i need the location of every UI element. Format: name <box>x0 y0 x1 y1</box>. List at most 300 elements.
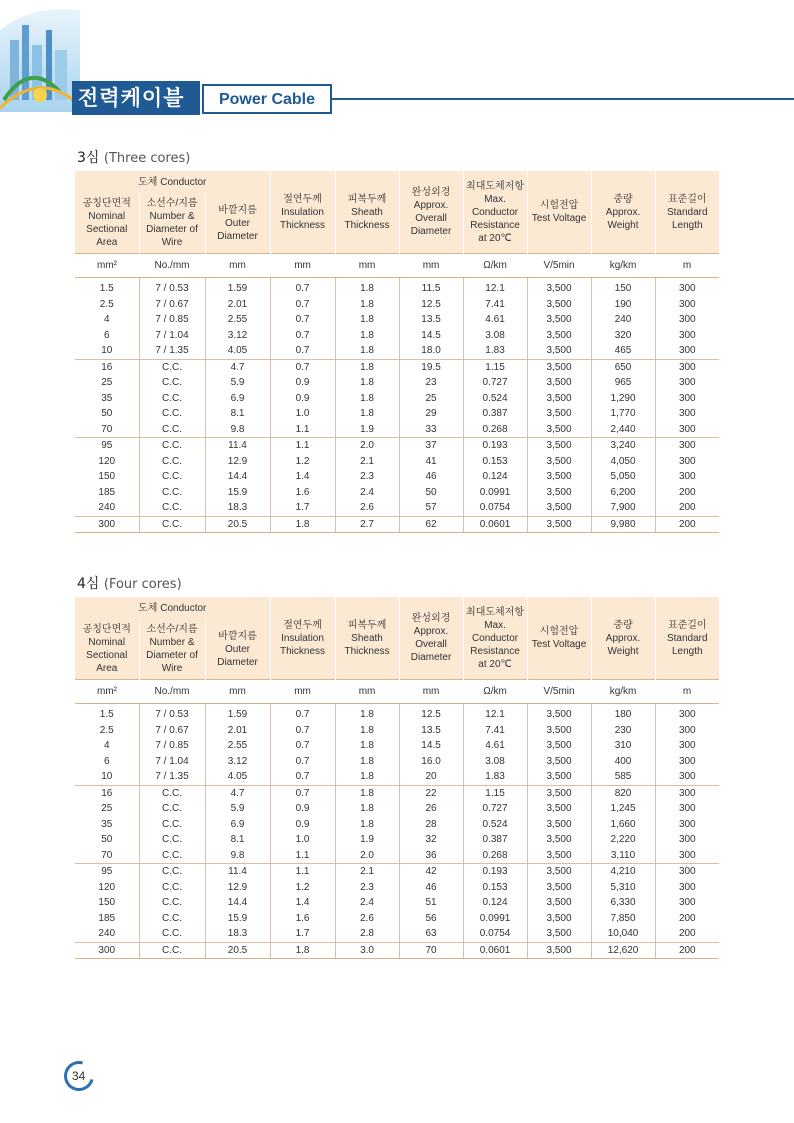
header-length: 표준길이 Standard Length <box>655 171 719 254</box>
header-sheath: 피복두께 Sheath Thickness <box>335 597 399 680</box>
table-cell: 10 <box>101 771 113 783</box>
table-cell: 16 <box>75 359 139 375</box>
header-rule <box>332 98 794 100</box>
table-cell: 6.9 <box>205 817 270 833</box>
page-title-english: Power Cable <box>202 84 332 114</box>
table-cell: 3,110 <box>591 848 655 864</box>
table-cell: 300 <box>75 942 139 959</box>
table-cell: 12.1 <box>463 704 527 723</box>
table-cell: 1.8 <box>335 769 399 785</box>
table-cell: 1.5 <box>99 283 114 295</box>
table-cell: 13.5 <box>399 723 463 739</box>
unit-cell: Ω/km <box>463 254 527 278</box>
table-cell: 0.7 <box>270 312 335 328</box>
table-row <box>75 406 719 422</box>
table-cell: C.C. <box>139 485 205 501</box>
table-cell: 3,500 <box>527 704 591 723</box>
table-cell: 3,500 <box>527 848 591 864</box>
table-cell: 3,500 <box>527 801 591 817</box>
table-cell: 1.8 <box>335 406 399 422</box>
table-cell: 1.83 <box>463 769 527 785</box>
table-cell: 4 <box>103 740 110 752</box>
table-cell: 7 / 1.04 <box>139 328 205 344</box>
table-cell: 50 <box>101 834 113 846</box>
table-cell: 4,050 <box>591 454 655 470</box>
unit-cell: Ω/km <box>463 680 527 704</box>
table-cell: 0.153 <box>463 880 527 896</box>
table-row <box>75 738 719 754</box>
unit-cell: m <box>655 680 719 704</box>
table-row <box>75 312 719 328</box>
table-cell: 7 / 0.53 <box>139 704 205 723</box>
table-cell: 1.8 <box>335 278 399 297</box>
table-cell: 120 <box>98 881 116 893</box>
table-cell: 0.7 <box>270 723 335 739</box>
section-title-four-cores <box>77 573 182 593</box>
table-cell: 300 <box>655 817 719 833</box>
table-cell: 0.0754 <box>463 926 527 942</box>
table-cell: 46 <box>399 880 463 896</box>
table-cell: 120 <box>98 455 116 467</box>
table-cell: 9,980 <box>591 516 655 533</box>
table-cell: 3,500 <box>527 911 591 927</box>
table-cell: 0.7 <box>270 343 335 359</box>
table-cell: 1.6 <box>270 911 335 927</box>
table-row <box>75 500 719 516</box>
table-cell: 36 <box>399 848 463 864</box>
table-cell: 0.9 <box>270 817 335 833</box>
table-cell: 0.0991 <box>463 911 527 927</box>
table-cell: 3,500 <box>527 754 591 770</box>
table-cell: 0.7 <box>270 769 335 785</box>
table-cell: 240 <box>98 928 116 940</box>
table-row <box>75 942 719 959</box>
table-cell: 7 / 0.85 <box>139 738 205 754</box>
header-resistance: 최대도체저항 Max. Conductor Resistance at 20℃ <box>463 171 527 254</box>
table-cell: 1.8 <box>270 516 335 533</box>
table-row <box>75 817 719 833</box>
table-cell: 1.8 <box>335 375 399 391</box>
table-cell: 1.0 <box>270 406 335 422</box>
table-cell: 20.5 <box>205 516 270 533</box>
table-cell: 6,330 <box>591 895 655 911</box>
unit-cell: kg/km <box>591 254 655 278</box>
table-cell: 1.15 <box>463 359 527 375</box>
table-row <box>75 926 719 942</box>
table-cell: 4.05 <box>205 769 270 785</box>
table-cell: 310 <box>591 738 655 754</box>
unit-cell: V/5min <box>527 254 591 278</box>
table-cell: 37 <box>399 438 463 454</box>
table-cell: 3,500 <box>527 359 591 375</box>
table-cell: C.C. <box>139 895 205 911</box>
table-cell: 0.7 <box>270 754 335 770</box>
table-cell: C.C. <box>139 880 205 896</box>
section-title-ko: 4심 <box>77 576 100 592</box>
table-cell: 26 <box>399 801 463 817</box>
table-cell: 1.8 <box>335 328 399 344</box>
table-cell: 1.8 <box>335 785 399 801</box>
table-cell: 14.4 <box>205 895 270 911</box>
table-cell: 20 <box>399 769 463 785</box>
table-cell: 7 / 0.53 <box>139 278 205 297</box>
table-cell: 1.59 <box>205 278 270 297</box>
table-cell: 42 <box>399 864 463 880</box>
table-cell: 19.5 <box>399 359 463 375</box>
table-cell: 320 <box>591 328 655 344</box>
table-cell: 3,500 <box>527 406 591 422</box>
table-cell: 11.5 <box>399 278 463 297</box>
table-cell: 46 <box>399 469 463 485</box>
table-cell: 4.7 <box>205 359 270 375</box>
header-city-illustration <box>0 0 80 112</box>
table-cell: 5,050 <box>591 469 655 485</box>
table-cell: 12.9 <box>205 880 270 896</box>
table-cell: 300 <box>655 297 719 313</box>
table-cell: 2.4 <box>335 895 399 911</box>
table-cell: 5.9 <box>205 801 270 817</box>
table-row <box>75 359 719 375</box>
table-cell: 1.83 <box>463 343 527 359</box>
table-cell: C.C. <box>139 832 205 848</box>
table-cell: 650 <box>591 359 655 375</box>
table-cell: 35 <box>101 392 113 404</box>
table-cell: 1.8 <box>335 297 399 313</box>
table-cell: 300 <box>75 516 139 533</box>
table-cell: 29 <box>399 406 463 422</box>
table-cell: 0.727 <box>463 801 527 817</box>
table-cell: 3,500 <box>527 343 591 359</box>
table-cell: 95 <box>75 864 139 880</box>
table-cell: 3,500 <box>527 391 591 407</box>
table-cell: 1,290 <box>591 391 655 407</box>
unit-cell: V/5min <box>527 680 591 704</box>
table-cell: 6 <box>103 755 110 767</box>
page-title-korean: 전력케이블 <box>72 81 200 115</box>
table-cell: 13.5 <box>399 312 463 328</box>
table-cell: 3,500 <box>527 769 591 785</box>
table-cell: 20.5 <box>205 942 270 959</box>
table-cell: 1,245 <box>591 801 655 817</box>
table-cell: 16 <box>75 785 139 801</box>
table-cell: 25 <box>399 391 463 407</box>
table-cell: 35 <box>101 818 113 830</box>
table-cell: 0.124 <box>463 895 527 911</box>
table-cell: 1.1 <box>270 864 335 880</box>
table-cell: 1.15 <box>463 785 527 801</box>
table-row <box>75 723 719 739</box>
table-cell: 820 <box>591 785 655 801</box>
table-cell: 2.5 <box>99 724 114 736</box>
table-cell: 0.7 <box>270 704 335 723</box>
table-cell: 3,500 <box>527 817 591 833</box>
unit-cell: mm² <box>75 680 139 704</box>
table-cell: 3,500 <box>527 328 591 344</box>
table-cell: 1,770 <box>591 406 655 422</box>
table-cell: 1.8 <box>335 704 399 723</box>
table-cell: 300 <box>655 422 719 438</box>
table-cell: C.C. <box>139 391 205 407</box>
table-cell: 2.1 <box>335 454 399 470</box>
table-row <box>75 469 719 485</box>
table-cell: 0.387 <box>463 406 527 422</box>
table-cell: 5.9 <box>205 375 270 391</box>
table-cell: 3,500 <box>527 500 591 516</box>
table-row <box>75 848 719 864</box>
table-cell: 23 <box>399 375 463 391</box>
table-cell: 4.05 <box>205 343 270 359</box>
unit-cell: No./mm <box>139 254 205 278</box>
table-cell: 3,500 <box>527 454 591 470</box>
table-cell: 18.3 <box>205 500 270 516</box>
table-row <box>75 864 719 880</box>
table-cell: 0.153 <box>463 454 527 470</box>
table-cell: 300 <box>655 895 719 911</box>
table-cell: 3,500 <box>527 864 591 880</box>
table-cell: 0.0601 <box>463 516 527 533</box>
table-cell: 0.268 <box>463 422 527 438</box>
table-cell: 300 <box>655 312 719 328</box>
header-sectional-area: 공칭단면적 Nominal Sectional Area <box>75 193 139 254</box>
table-cell: 2.55 <box>205 738 270 754</box>
table-cell: 190 <box>591 297 655 313</box>
table-cell: 3,500 <box>527 895 591 911</box>
table-cell: 0.268 <box>463 848 527 864</box>
three-cores-spec-table <box>75 171 719 533</box>
table-cell: 240 <box>591 312 655 328</box>
table-cell: 585 <box>591 769 655 785</box>
table-cell: 1.1 <box>270 438 335 454</box>
table-cell: 7 / 0.85 <box>139 312 205 328</box>
table-cell: 300 <box>655 438 719 454</box>
section-title-three-cores <box>77 147 190 167</box>
table-cell: 7 / 1.04 <box>139 754 205 770</box>
table-cell: 3,240 <box>591 438 655 454</box>
table-cell: 4 <box>103 314 110 326</box>
section-title-ko: 3심 <box>77 150 100 166</box>
table-cell: 2.01 <box>205 723 270 739</box>
table-cell: 300 <box>655 785 719 801</box>
table-cell: 7,900 <box>591 500 655 516</box>
table-cell: 0.7 <box>270 359 335 375</box>
table-cell: 14.4 <box>205 469 270 485</box>
table-cell: 300 <box>655 469 719 485</box>
table-cell: 70 <box>399 942 463 959</box>
table-cell: 3,500 <box>527 422 591 438</box>
table-row <box>75 769 719 785</box>
table-cell: 95 <box>75 438 139 454</box>
unit-cell: m <box>655 254 719 278</box>
table-cell: 0.193 <box>463 438 527 454</box>
unit-cell: mm <box>270 254 335 278</box>
table-cell: 2.0 <box>335 848 399 864</box>
table-cell: 400 <box>591 754 655 770</box>
table-cell: 0.524 <box>463 391 527 407</box>
table-cell: 0.193 <box>463 864 527 880</box>
table-row <box>75 516 719 533</box>
table-row <box>75 278 719 297</box>
table-cell: 6 <box>103 329 110 341</box>
table-cell: 25 <box>101 803 113 815</box>
four-cores-spec-table <box>75 597 719 959</box>
table-cell: 1.9 <box>335 832 399 848</box>
table-cell: 50 <box>101 408 113 420</box>
table-cell: 10,040 <box>591 926 655 942</box>
header-test-voltage: 시험전압 Test Voltage <box>527 171 591 254</box>
table-cell: 18.3 <box>205 926 270 942</box>
table-cell: C.C. <box>139 516 205 533</box>
header-insulation: 절연두께 Insulation Thickness <box>270 171 335 254</box>
table-cell: 10 <box>101 345 113 357</box>
table-cell: 2.1 <box>335 864 399 880</box>
table-row <box>75 438 719 454</box>
table-cell: 3,500 <box>527 942 591 959</box>
table-cell: 965 <box>591 375 655 391</box>
table-cell: 3,500 <box>527 880 591 896</box>
table-cell: 1.8 <box>335 801 399 817</box>
table-cell: 300 <box>655 832 719 848</box>
table-cell: 2.55 <box>205 312 270 328</box>
table-cell: 0.124 <box>463 469 527 485</box>
table-cell: C.C. <box>139 359 205 375</box>
table-cell: 300 <box>655 359 719 375</box>
unit-cell: mm <box>335 254 399 278</box>
table-cell: 16.0 <box>399 754 463 770</box>
table-cell: 70 <box>101 849 113 861</box>
header-sectional-area: 공칭단면적 Nominal Sectional Area <box>75 619 139 680</box>
table-row <box>75 754 719 770</box>
table-cell: 1.59 <box>205 704 270 723</box>
table-cell: 70 <box>101 423 113 435</box>
unit-cell: mm² <box>75 254 139 278</box>
table-row <box>75 422 719 438</box>
table-cell: 0.9 <box>270 391 335 407</box>
table-cell: 4.61 <box>463 312 527 328</box>
table-cell: 3,500 <box>527 312 591 328</box>
table-cell: C.C. <box>139 801 205 817</box>
table-cell: 7.41 <box>463 723 527 739</box>
table-cell: 240 <box>98 502 116 514</box>
table-cell: 3.12 <box>205 754 270 770</box>
table-cell: C.C. <box>139 911 205 927</box>
table-cell: C.C. <box>139 454 205 470</box>
table-cell: 0.9 <box>270 801 335 817</box>
table-cell: 5,310 <box>591 880 655 896</box>
table-cell: 3,500 <box>527 785 591 801</box>
table-row <box>75 391 719 407</box>
table-cell: 3,500 <box>527 485 591 501</box>
header-insulation: 절연두께 Insulation Thickness <box>270 597 335 680</box>
table-cell: 3,500 <box>527 926 591 942</box>
table-cell: 2.4 <box>335 485 399 501</box>
table-cell: 3,500 <box>527 375 591 391</box>
table-row <box>75 895 719 911</box>
table-cell: 2,220 <box>591 832 655 848</box>
table-cell: 2.5 <box>99 298 114 310</box>
header-outer-diameter: 바깥지름 Outer Diameter <box>205 619 270 680</box>
table-cell: 9.8 <box>205 848 270 864</box>
table-cell: 2.3 <box>335 880 399 896</box>
table-cell: 4.7 <box>205 785 270 801</box>
table-cell: 3,500 <box>527 297 591 313</box>
table-cell: C.C. <box>139 817 205 833</box>
table-cell: 1.1 <box>270 848 335 864</box>
table-row <box>75 297 719 313</box>
table-row <box>75 343 719 359</box>
table-cell: C.C. <box>139 406 205 422</box>
table-cell: 1.7 <box>270 926 335 942</box>
table-cell: 1.6 <box>270 485 335 501</box>
table-cell: 1.2 <box>270 454 335 470</box>
table-cell: 300 <box>655 754 719 770</box>
table-cell: 150 <box>98 897 116 909</box>
table-cell: 33 <box>399 422 463 438</box>
table-cell: 230 <box>591 723 655 739</box>
header-length: 표준길이 Standard Length <box>655 597 719 680</box>
table-cell: 300 <box>655 864 719 880</box>
table-cell: 11.4 <box>205 438 270 454</box>
table-cell: 0.7 <box>270 785 335 801</box>
table-cell: 3,500 <box>527 723 591 739</box>
table-cell: 0.7 <box>270 297 335 313</box>
table-cell: 0.7 <box>270 278 335 297</box>
table-cell: 0.727 <box>463 375 527 391</box>
table-cell: 300 <box>655 848 719 864</box>
table-cell: 300 <box>655 278 719 297</box>
table-cell: 2.0 <box>335 438 399 454</box>
table-cell: 57 <box>399 500 463 516</box>
header-conductor: 도체 Conductor <box>75 171 270 193</box>
table-cell: 1.9 <box>335 422 399 438</box>
table-cell: 1.8 <box>335 723 399 739</box>
table-cell: 1.8 <box>335 343 399 359</box>
table-cell: 180 <box>591 704 655 723</box>
table-cell: 32 <box>399 832 463 848</box>
table-cell: 3.12 <box>205 328 270 344</box>
table-cell: 15.9 <box>205 485 270 501</box>
unit-cell: No./mm <box>139 680 205 704</box>
table-cell: 56 <box>399 911 463 927</box>
table-cell: 1.7 <box>270 500 335 516</box>
table-cell: 3,500 <box>527 438 591 454</box>
table-cell: 0.0754 <box>463 500 527 516</box>
unit-cell: kg/km <box>591 680 655 704</box>
table-cell: 1.8 <box>335 754 399 770</box>
table-cell: 12.5 <box>399 297 463 313</box>
page-number: 34 <box>72 1069 86 1083</box>
table-cell: 22 <box>399 785 463 801</box>
table-cell: 1,660 <box>591 817 655 833</box>
table-cell: C.C. <box>139 375 205 391</box>
header-resistance: 최대도체저항 Max. Conductor Resistance at 20℃ <box>463 597 527 680</box>
table-cell: 200 <box>655 942 719 959</box>
table-cell: 300 <box>655 738 719 754</box>
table-cell: C.C. <box>139 942 205 959</box>
table-row <box>75 785 719 801</box>
table-cell: 200 <box>655 516 719 533</box>
table-cell: 2.6 <box>335 911 399 927</box>
table-cell: 7,850 <box>591 911 655 927</box>
table-cell: C.C. <box>139 500 205 516</box>
table-cell: 1.8 <box>335 817 399 833</box>
header-outer-diameter: 바깥지름 Outer Diameter <box>205 193 270 254</box>
table-row <box>75 375 719 391</box>
table-cell: 7.41 <box>463 297 527 313</box>
table-cell: 200 <box>655 926 719 942</box>
table-cell: 0.7 <box>270 738 335 754</box>
table-cell: 0.0601 <box>463 942 527 959</box>
table-cell: 7 / 1.35 <box>139 343 205 359</box>
